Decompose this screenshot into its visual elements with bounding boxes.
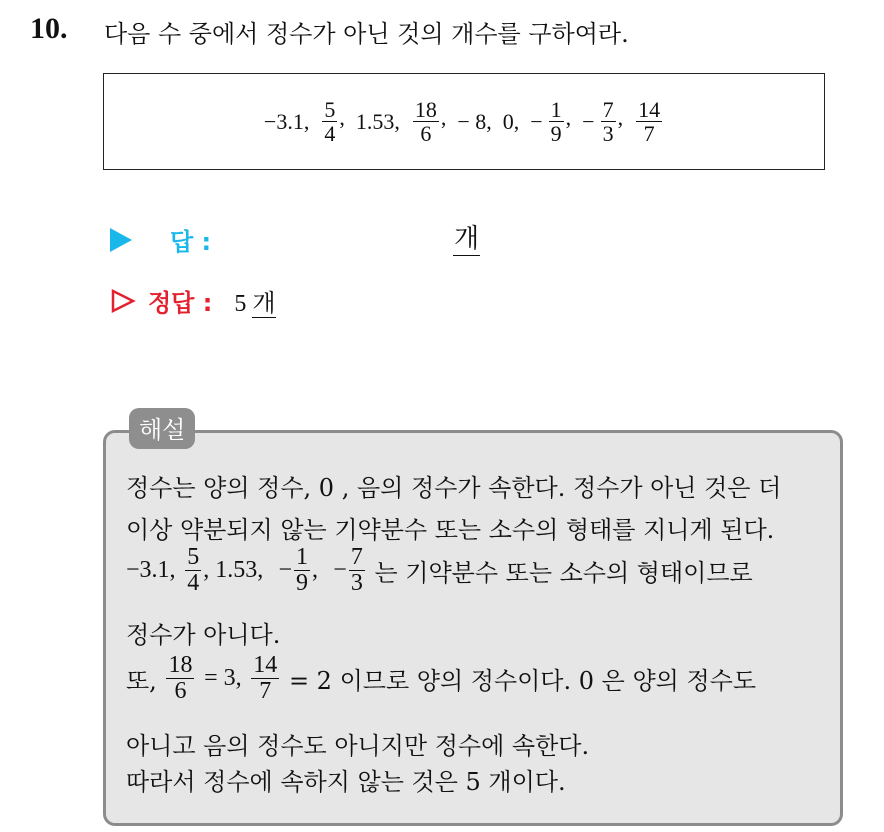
number-list xyxy=(264,98,664,145)
solution-line-7: 따라서 정수에 속하지 않는 것은 5 개이다. xyxy=(126,768,566,796)
fraction-denominator: 6 xyxy=(174,678,187,705)
comma: , xyxy=(617,105,624,131)
play-filled-icon xyxy=(110,228,132,252)
number-item: − 8, xyxy=(457,108,492,134)
fraction-numerator: 7 xyxy=(602,96,614,122)
play-outline-icon xyxy=(110,288,136,314)
fraction-numerator: 14 xyxy=(253,652,278,678)
solution-line-1: 정수는 양의 정수, 0 , 음의 정수가 속한다. 정수가 아닌 것은 더 xyxy=(126,474,782,502)
comma: , xyxy=(339,105,345,131)
question-number: 10. xyxy=(30,12,68,45)
fraction xyxy=(322,98,337,145)
fraction-denominator: 6 xyxy=(420,121,432,146)
fraction-numerator: 14 xyxy=(638,96,661,122)
fraction-denominator: 3 xyxy=(350,570,363,597)
comma: , xyxy=(565,105,572,131)
fraction-numerator: 18 xyxy=(414,96,437,122)
fraction-numerator: 18 xyxy=(168,652,193,678)
number-item: −3.1, xyxy=(263,108,310,134)
solution-line-4: 정수가 아니다. xyxy=(126,621,281,649)
number-item: 0, xyxy=(502,108,520,134)
fraction-denominator: 7 xyxy=(259,678,272,705)
minus-sign: − xyxy=(333,557,347,584)
fraction-denominator: 4 xyxy=(187,570,200,597)
minus-sign: − xyxy=(530,108,543,134)
answer-unit: 개 xyxy=(454,224,480,254)
line3-text-c: , xyxy=(312,557,318,584)
minus-sign: − xyxy=(582,108,595,134)
fraction xyxy=(413,98,439,145)
fraction-denominator: 4 xyxy=(324,121,336,146)
number-item-fraction xyxy=(411,98,447,145)
answer-blank[interactable] xyxy=(453,218,480,256)
fraction-denominator: 9 xyxy=(296,570,308,597)
comma: , xyxy=(440,105,447,131)
number-item-fraction xyxy=(582,98,623,145)
line3-text-a: −3.1, xyxy=(126,557,176,584)
fraction xyxy=(549,98,564,145)
line3-text-b: , 1.53, xyxy=(203,557,264,584)
fraction-denominator: 3 xyxy=(602,121,614,146)
number-item: 1.53, xyxy=(355,108,400,134)
solution-line-2: 이상 약분되지 않는 기약분수 또는 소수의 형태를 지니게 된다. xyxy=(126,516,775,544)
number-item-fraction xyxy=(320,98,345,145)
fraction xyxy=(636,98,662,145)
correct-answer xyxy=(234,283,275,318)
correct-label: 정답 : xyxy=(148,289,213,317)
fraction-numerator: 7 xyxy=(350,544,363,570)
solution-tab: 해설 xyxy=(129,408,195,449)
correct-row xyxy=(110,283,276,318)
answer-label: 답 : xyxy=(170,228,212,256)
question-text: 다음 수 중에서 정수가 아닌 것의 개수를 구하여라. xyxy=(104,20,629,48)
fraction xyxy=(251,653,279,704)
number-item-fraction xyxy=(530,98,571,145)
correct-value: 5 xyxy=(234,291,247,317)
fraction xyxy=(294,545,310,596)
solution-line-3 xyxy=(126,545,753,596)
line5-text-a: 또, xyxy=(126,667,157,696)
fraction-numerator: 1 xyxy=(296,544,308,570)
line3-text-d: 는 기약분수 또는 소수의 형태이므로 xyxy=(374,559,753,588)
fraction xyxy=(601,98,616,145)
fraction-numerator: 1 xyxy=(550,96,562,122)
line5-text-b: = 3, xyxy=(204,665,242,692)
fraction-numerator: 5 xyxy=(324,96,336,122)
fraction xyxy=(185,545,201,596)
fraction xyxy=(166,653,194,704)
fraction-numerator: 5 xyxy=(187,544,200,570)
fraction-denominator: 9 xyxy=(550,121,562,146)
line5-text-c: = 2 이므로 양의 정수이다. 0 은 양의 정수도 xyxy=(288,667,757,696)
solution-line-5 xyxy=(126,653,756,704)
number-list-box xyxy=(103,73,825,170)
fraction xyxy=(349,545,365,596)
fraction-denominator: 7 xyxy=(643,121,655,146)
correct-unit: 개 xyxy=(252,291,276,317)
number-item-fraction xyxy=(634,98,664,145)
answer-row xyxy=(110,222,211,257)
solution-line-6: 아니고 음의 정수도 아니지만 정수에 속한다. xyxy=(126,732,590,760)
minus-sign: − xyxy=(278,557,292,584)
